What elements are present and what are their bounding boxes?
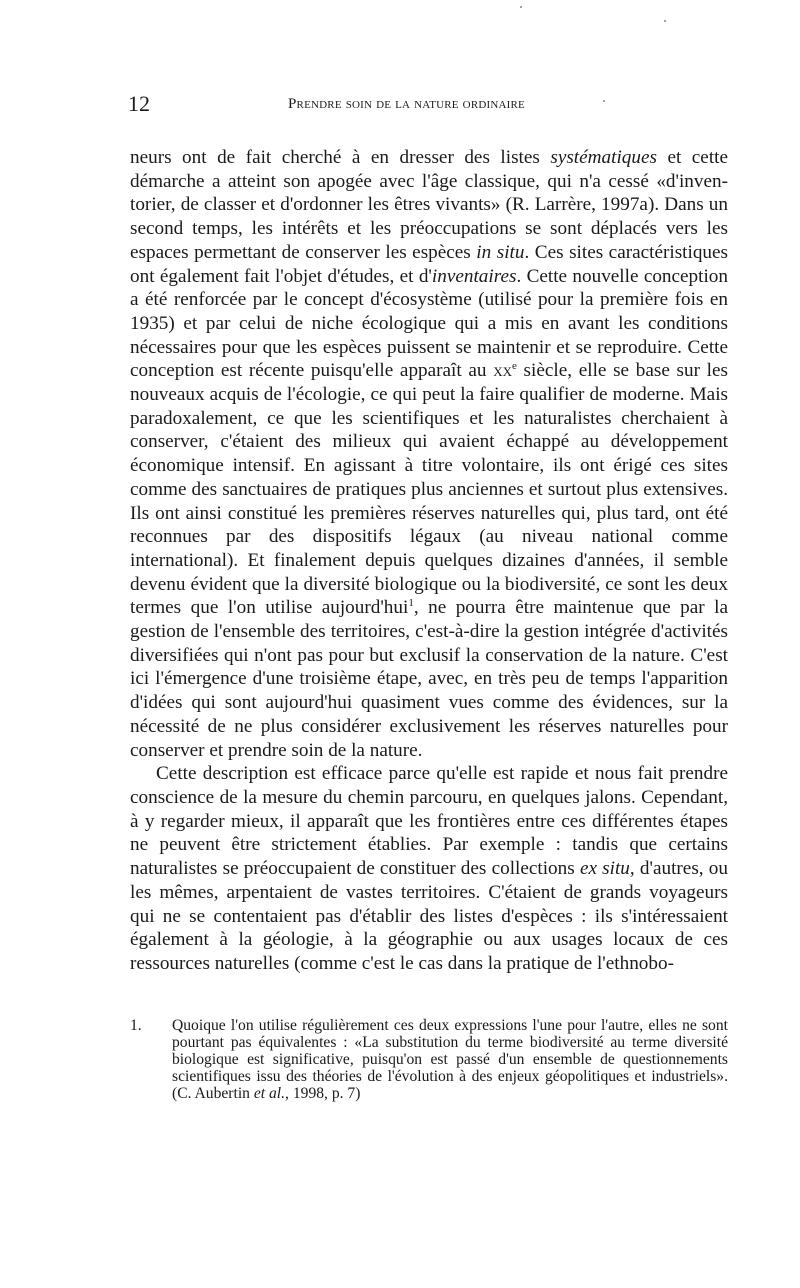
scan-speck — [520, 6, 522, 8]
page-number: 12 — [128, 91, 150, 116]
text-run: , 1998, p. 7) — [285, 1085, 361, 1102]
italic-term: ex situ — [579, 858, 630, 880]
text-run: , d'autres, ou les mêmes, arpentaient de vastes territoires. C'étaient de grands voyageurs qui ne se contentaient pas d'établir des listes d'espèces : ils s'intéressaient également à la géologie, à la géographie ou aux usages locaux de ces ressources naturelles (comme c'est le cas dans la pratique de l'ethnobo- — [130, 858, 728, 974]
footnote-text — [172, 1017, 728, 1102]
footnote-1 — [130, 1017, 728, 1102]
text-run: . Cette nouvelle conception a été renforcée par le concept d'écosystème (utilisé pour la première fois en 1935) et par celui de niche écologique qui a mis en avant les conditions nécessaires pour que les espèces puissent se maintenir et se reproduire. Cette conception est récente puisqu'elle apparaît au — [130, 265, 728, 382]
running-title: Prendre soin de la nature ordinaire — [288, 96, 525, 112]
scan-speck — [664, 20, 666, 22]
page-header — [128, 92, 728, 116]
century-numeral: xx — [493, 360, 512, 382]
text-run: siècle, elle se base sur les nouveaux acquis de l'écologie, ce qui peut la faire qualifier de moderne. Mais paradoxalement, ce que les scientifiques et les naturalistes cherchaient à conserver, c'étaient des milieux qui avaient échappé au développement économique intensif. En agissant à titre volontaire, ils ont érigé ces sites comme des sanctuaires de pratiques plus anciennes et surtout plus extensives. Ils ont ainsi constitué les premières réserves naturelles qui, plus tard, ont été reconnues par des dispositifs légaux (au niveau national comme international). Et finalement depuis quelques dizaines d'années, il semble devenu évident que la diversité biologique ou la biodiversité, ce sont les deux termes que l'on utilise aujourd'hui — [130, 360, 728, 619]
text-run: Cette description est efficace parce qu'elle est rapide et nous fait prendre conscience de la mesure du chemin parcouru, en quelques jalons. Cependant, à y regarder mieux, il apparaît que les frontières entre ces différentes étapes ne peuvent être strictement établies. Par exemple : tandis que certains naturalistes se préoccupaient de constituer des collections — [130, 763, 728, 880]
footnote-marker: 1. — [130, 1017, 142, 1034]
italic-term: systématiques — [550, 147, 657, 168]
text-run: et cette démarche a atteint son apogée avec l'âge classique, qui n'a cessé «d'inventorier, de classer et d'ordonner les êtres vivants» (R. Larrère, 1997a). Dans un second temps, les intérêts et les préoccupations se sont déplacés vers les espaces permettant de conserver les espèces — [130, 147, 729, 263]
century-superscript: e — [511, 360, 517, 373]
text-run: Quoique l'on utilise régulièrement ces deux expressions l'une pour l'autre, elles ne sont pourtant pas équivalentes : «La substitution du terme biodiversité au terme diversité biologique est significative, puisqu'on est passé d'un ensemble de questionnements scientifiques issu des théories de l'évolution à des enjeux géopolitiques et industriels». (C. Aubertin — [172, 1017, 728, 1102]
italic-term: in situ — [476, 241, 525, 263]
italic-term: et al. — [253, 1085, 286, 1102]
footnote-reference[interactable]: 1 — [408, 597, 414, 610]
text-run: neurs ont de fait cherché à en dresser des listes — [130, 147, 551, 168]
paragraph-2 — [130, 762, 728, 975]
italic-term: inventaires — [431, 265, 517, 287]
body-text — [130, 146, 728, 976]
text-run: , ne pourra être maintenue que par la gestion de l'ensemble des territoires, c'est-à-dire la gestion intégrée d'activités diversifiées qui n'ont pas pour but exclusif la conservation de la nature. C'est ici l'émergence d'une troisième étape, avec, en très peu de temps l'apparition d'idées qui sont aujourd'hui quasiment vues comme des évidences, sur la nécessité de ne plus considérer exclusivement les réserves naturelles pour conserver et prendre soin de la nature. — [130, 597, 728, 761]
paragraph-1 — [130, 146, 728, 762]
footnotes — [130, 1017, 728, 1102]
text-run: . Ces sites caractéristiques ont également fait l'objet d'études, et d' — [130, 241, 729, 287]
